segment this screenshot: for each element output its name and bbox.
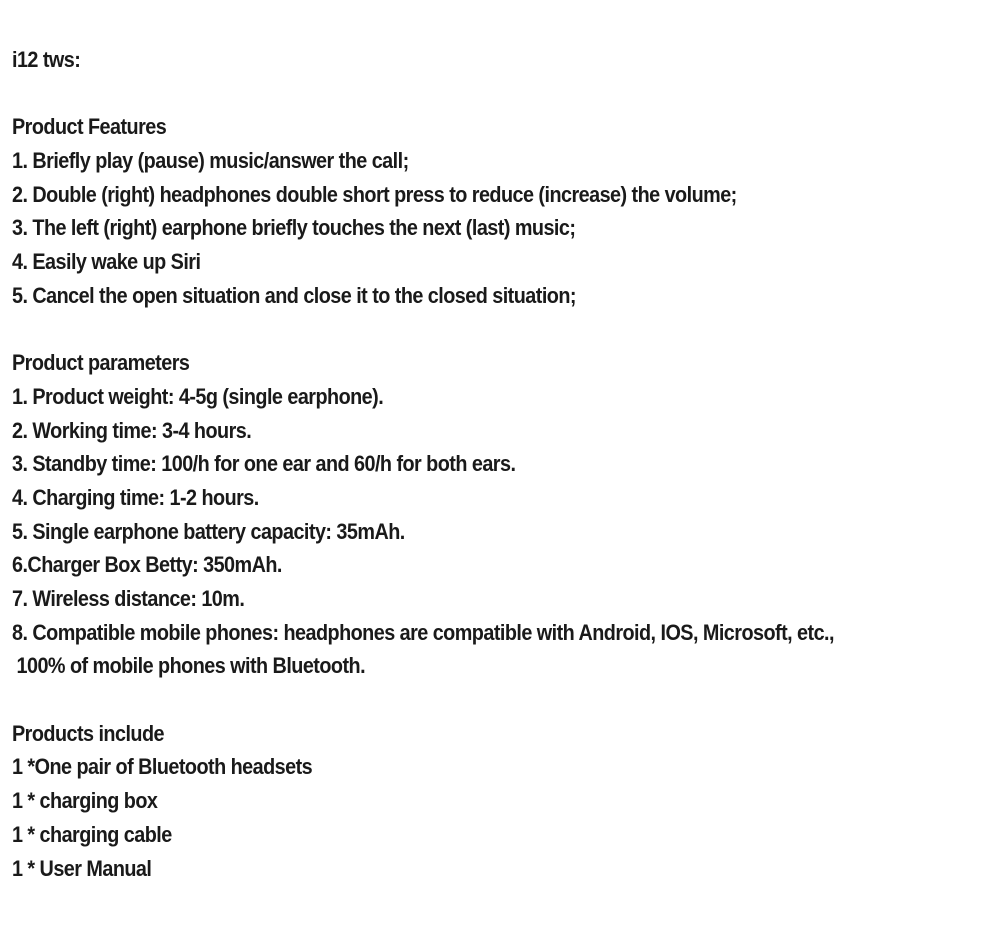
parameter-item: 7. Wireless distance: 10m. [12, 586, 245, 611]
features-heading: Product Features [12, 114, 167, 140]
feature-item: 5. Cancel the open situation and close it to the closed situation; [12, 282, 576, 308]
parameter-item-continuation: 100% of mobile phones with Bluetooth. [16, 653, 366, 679]
feature-item: 1. Briefly play (pause) music/answer the call; [12, 148, 409, 174]
parameter-item: 8. Compatible mobile phones: headphones are compatible with Android, IOS, Microsoft, etc., [12, 619, 834, 645]
spacer [12, 683, 993, 717]
parameters-section [12, 346, 993, 683]
include-item: 1 *One pair of Bluetooth headsets [12, 754, 313, 780]
includes-section [12, 717, 993, 885]
parameters-heading: Product parameters [12, 350, 190, 376]
spacer [12, 77, 993, 111]
include-item: 1 * charging box [12, 788, 158, 814]
feature-item: 3. The left (right) earphone briefly touches the next (last) music; [12, 215, 576, 241]
parameter-item: 3. Standby time: 100/h for one ear and 60/h for both ears. [12, 451, 516, 477]
spacer [12, 313, 993, 347]
product-description [12, 43, 993, 885]
include-item: 1 * User Manual [12, 855, 152, 881]
product-title: i12 tws: [12, 47, 81, 72]
feature-item: 2. Double (right) headphones double short press to reduce (increase) the volume; [12, 181, 737, 207]
features-section [12, 110, 993, 312]
includes-heading: Products include [12, 720, 164, 746]
parameter-item: 4. Charging time: 1-2 hours. [12, 484, 259, 510]
parameter-item: 1. Product weight: 4-5g (single earphone). [12, 383, 384, 409]
include-item: 1 * charging cable [12, 821, 172, 847]
parameter-item: 2. Working time: 3-4 hours. [12, 417, 252, 443]
parameter-item: 6.Charger Box Betty: 350mAh. [12, 552, 282, 578]
parameter-item: 5. Single earphone battery capacity: 35mAh. [12, 518, 405, 544]
feature-item: 4. Easily wake up Siri [12, 249, 201, 275]
